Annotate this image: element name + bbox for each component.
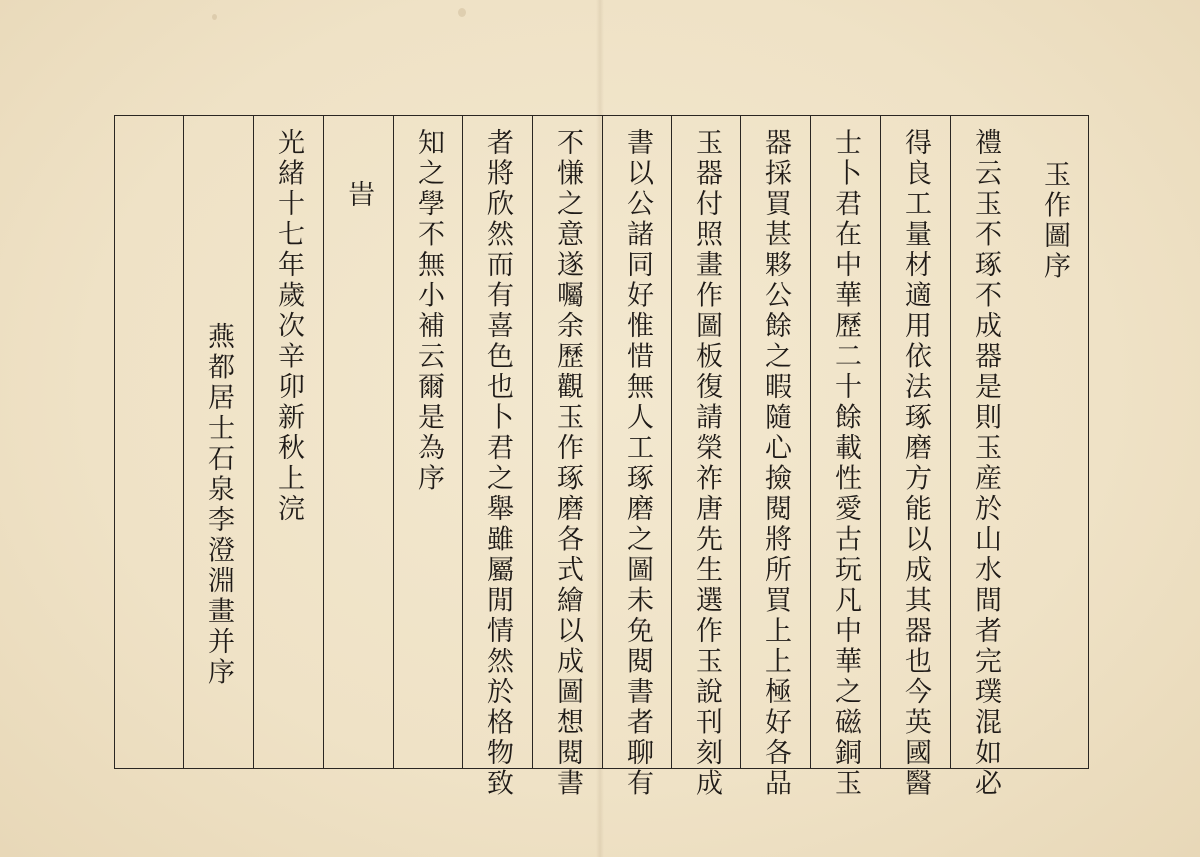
document-title: 玉作圖序 bbox=[1039, 160, 1070, 282]
column-rule bbox=[462, 115, 463, 769]
column-rule bbox=[253, 115, 254, 769]
text-column-5: 玉器付照畫作圖板復請榮祚唐先生選作玉說刊刻成 bbox=[691, 128, 722, 799]
era-marker: 旹 bbox=[343, 180, 374, 211]
column-rule bbox=[393, 115, 394, 769]
column-rule bbox=[183, 115, 184, 769]
author-signature: 燕都居士石泉李澄淵畫并序 bbox=[203, 322, 234, 688]
column-rule bbox=[880, 115, 881, 769]
text-column-8: 者將欣然而有喜色也卜君之舉雖屬閒情然於格物致 bbox=[482, 128, 513, 799]
column-rule bbox=[532, 115, 533, 769]
column-rule bbox=[810, 115, 811, 769]
text-column-7: 不慊之意遂囑余歷觀玉作琢磨各式繪以成圖想閱書 bbox=[552, 128, 583, 799]
text-column-3: 士卜君在中華歷二十餘載性愛古玩凡中華之磁銅玉 bbox=[830, 128, 861, 799]
text-column-1: 禮云玉不琢不成器是則玉産於山水間者完璞混如必 bbox=[970, 128, 1001, 799]
ink-spot bbox=[212, 14, 217, 20]
column-rule bbox=[740, 115, 741, 769]
column-rule bbox=[671, 115, 672, 769]
column-rule bbox=[323, 115, 324, 769]
column-rule bbox=[602, 115, 603, 769]
text-column-6: 書以公諸同好惟惜無人工琢磨之圖未免閱書者聊有 bbox=[622, 128, 653, 799]
column-rule bbox=[950, 115, 951, 769]
text-column-9: 知之學不無小補云爾是為序 bbox=[413, 128, 444, 494]
text-column-4: 器採買甚夥公餘之暇隨心撿閱將所買上上極好各品 bbox=[760, 128, 791, 799]
text-column-2: 得良工量材適用依法琢磨方能以成其器也今英國醫 bbox=[900, 128, 931, 799]
date-line: 光緒十七年歲次辛卯新秋上浣 bbox=[273, 128, 304, 525]
ink-spot bbox=[458, 8, 466, 17]
